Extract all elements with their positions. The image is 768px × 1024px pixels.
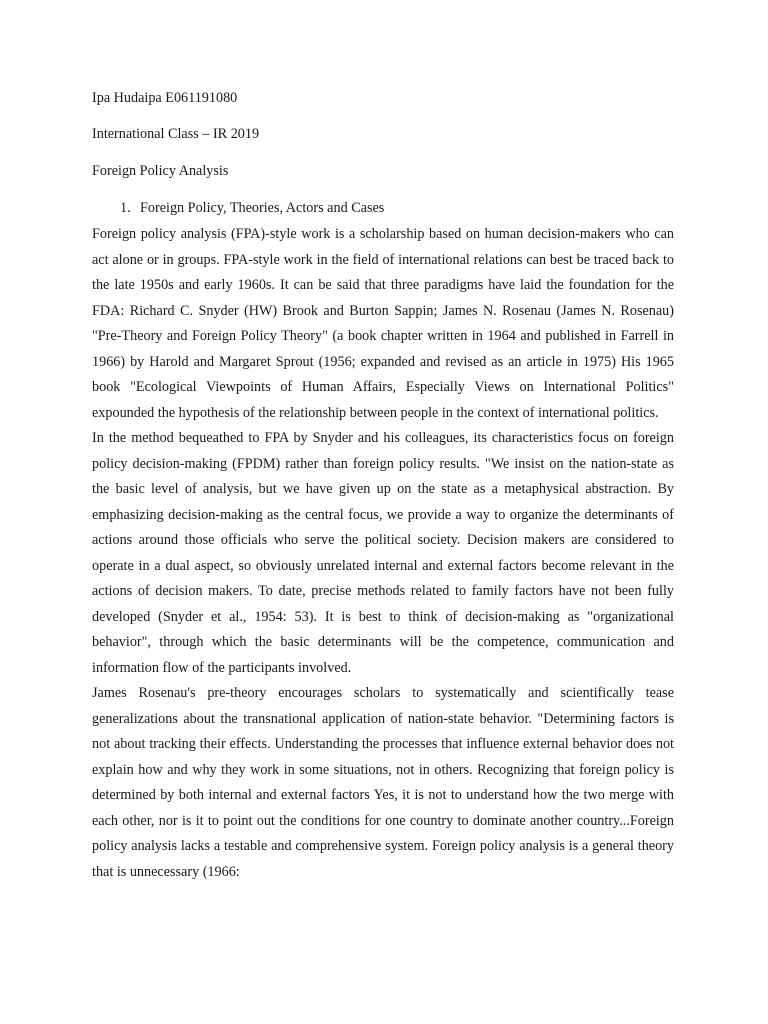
- paragraph: Foreign policy analysis (FPA)-style work is a scholarship based on human decision-makers who can act alone or in groups. FPA-style work in the field of international relations can best be traced back to the late 1950s and early 1960s. It can be said that three paradigms have laid the foundation for the FDA: Richard C. Snyder (HW) Brook and Burton Sappin; James N. Rosenau (James N. Rosenau) "Pre-Theory and Foreign Policy Theory" (a book chapter written in 1964 and published in Farrell in 1966) by Harold and Margaret Sprout (1956; expanded and revised as an article in 1975) His 1965 book "Ecological Viewpoints of Human Affairs, Especially Views on International Politics" expounded the hypothesis of the relationship between people in the context of international politics.: [92, 226, 674, 421]
- section-title: Foreign Policy, Theories, Actors and Cases: [140, 200, 385, 216]
- section-number: 1.: [120, 200, 131, 216]
- section-heading: [120, 198, 384, 218]
- document-page: [92, 0, 674, 1024]
- course-title: Foreign Policy Analysis: [92, 163, 229, 179]
- paragraph: James Rosenau's pre-theory encourages scholars to systematically and scientifically tease generalizations about the transnational application of nation-state behavior. "Determining factors is not about tracking their effects. Understanding the processes that influence external behavior does not explain how and why they work in some situations, not in others. Recognizing that foreign policy is determined by both internal and external factors Yes, it is not to understand how the two merge with each other, nor is it to point out the conditions for one country to dominate another country...Foreign policy analysis lacks a testable and comprehensive system. Foreign policy analysis is a general theory that is unnecessary (1966:: [92, 685, 674, 880]
- author-line: Ipa Hudaipa E061191080: [92, 90, 238, 106]
- paragraph: In the method bequeathed to FPA by Snyder and his colleagues, its characteristics focus on foreign policy decision-making (FPDM) rather than foreign policy results. "We insist on the nation-state as the basic level of analysis, but we have given up on the state as a metaphysical abstraction. By emphasizing decision-making as the central focus, we provide a way to organize the determinants of actions around those officials who serve the political society. Decision makers are considered to operate in a dual aspect, so obviously unrelated internal and external factors become relevant in the actions of decision makers. To date, precise methods related to family factors have not been fully developed (Snyder et al., 1954: 53). It is best to think of decision-making as "organizational behavior", through which the basic determinants will be the competence, communication and information flow of the participants involved.: [92, 430, 674, 676]
- class-line: International Class – IR 2019: [92, 126, 260, 142]
- body-text: [92, 222, 674, 885]
